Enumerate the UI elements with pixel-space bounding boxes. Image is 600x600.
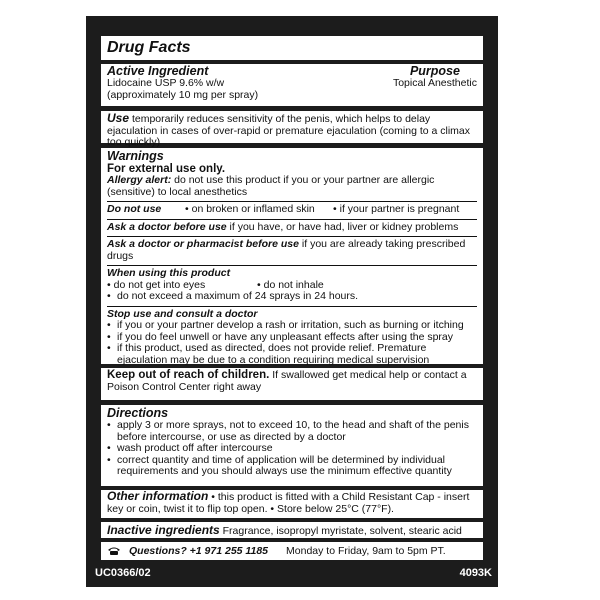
questions-label: Questions? +1 971 255 1185 <box>129 545 269 557</box>
allergy-label: Allergy alert: <box>107 174 172 186</box>
stop-label: Stop use and consult a doctor <box>107 307 258 320</box>
use-panel <box>101 111 483 148</box>
use-text: temporarily reduces sensitivity of the penis, which helps to delay ejaculation in cases of over-rapid or premature ejaculation (coming to a climax too quickly) <box>107 113 471 148</box>
children-text: If swallowed get medical help or contact a Poison Control Center right away <box>107 369 467 393</box>
active-line2: (approximately 10 mg per spray) <box>107 88 259 101</box>
other-heading: Other information <box>107 489 209 503</box>
ask-pharm-text: if you are already taking prescribed drugs <box>107 238 466 262</box>
use-heading: Use <box>107 111 130 125</box>
divider <box>107 201 477 202</box>
directions-heading: Directions <box>107 406 169 420</box>
direction-2: wash product off after intercourse <box>117 442 273 454</box>
inactive-panel <box>101 522 483 538</box>
ask-doctor-label: Ask a doctor before use <box>107 220 227 233</box>
questions-panel <box>101 542 483 560</box>
page-title: Drug Facts <box>107 39 191 56</box>
children-label: Keep out of reach of children. <box>107 369 270 381</box>
divider <box>107 306 477 307</box>
do-not-use-1: on broken or inflamed skin <box>191 203 315 215</box>
direction-3: correct quantity and time of application will be determined by individual requirements and you should always use the minimum effective quantity <box>117 453 452 477</box>
warnings-panel: Warnings For external use only. Allergy alert: do not use this product if you or your partner are allergic (sensitive) to local anesthetics Do not use • on broken or inflamed skin • if your partner is pregnant Ask a doctor before use if you have, or have had, liver or kidney problems Ask a doctor or pharmacist before use if you are already taking prescribed drugs When using this product • do not get into eyes • do not inhale • do not exceed a maximum of 24 sprays in 24 hours. Stop use and consult a doctor • if you or your partner develop a rash or irritation, such as burning or itching • if you do feel unwell or have any unpleasant effects after using the spray • if this product, used as directed, does not provide relief. Premature ejaculation may be due to a condition requiring medical supervision <box>101 148 483 364</box>
inactive-text: Fragrance, isopropyl myristate, solvent, stearic acid <box>222 525 462 537</box>
ask-pharm-label: Ask a doctor or pharmacist before use <box>107 238 299 250</box>
divider <box>107 219 477 220</box>
do-not-use-2: if your partner is pregnant <box>339 203 460 215</box>
stop-3: if this product, used as directed, does not provide relief. Premature ejaculation may be due to a condition requiring medical supervision <box>117 342 430 366</box>
when-using-label: When using this product <box>107 267 231 279</box>
other-text-1: this product is fitted with a Child Resistant Cap - insert key or coin, twist it to flip top open. <box>107 491 470 515</box>
external-use: For external use only. <box>107 163 226 175</box>
active-ingredient-panel <box>101 64 483 106</box>
allergy-text: do not use this product if you or your partner are allergic (sensitive) to local anesthetics <box>107 174 435 198</box>
children-panel <box>101 368 483 400</box>
other-info-panel: Other information • this product is fitted with a Child Resistant Cap - insert key or coin, twist it to flip top open. • Store below 25°C (77°F). <box>101 490 483 518</box>
purpose-heading: Purpose <box>409 64 460 78</box>
inactive-heading: Inactive ingredients <box>107 523 220 537</box>
footer-code-right: 4093K <box>459 567 492 579</box>
warnings-heading: Warnings <box>107 149 164 163</box>
when-using-1: do not get into eyes <box>113 278 206 291</box>
directions-panel: Directions • apply 3 or more sprays, not to exceed 10, to the head and shaft of the penis before intercourse, or use as directed by a doctor • wash product off after intercourse • correct quantity and time of application will be determined by individual requirements and you should always use the minimum effective quantity <box>101 405 483 486</box>
active-heading: Active Ingredient <box>107 64 209 78</box>
when-using-2: do not inhale <box>263 278 324 291</box>
questions-hours: Monday to Friday, 9am to 5pm PT. <box>286 545 446 557</box>
ask-doctor-text: if you have, or have had, liver or kidney problems <box>229 220 459 233</box>
direction-1: apply 3 or more sprays, not to exceed 10, to the head and shaft of the penis before intercourse, or use as directed by a doctor <box>117 419 469 443</box>
other-text-2: Store below 25°C (77°F). <box>277 502 394 515</box>
divider <box>107 236 477 237</box>
stop-1: if you or your partner develop a rash or irritation, such as burning or itching <box>117 319 464 331</box>
when-using-3: do not exceed a maximum of 24 sprays in 24 hours. <box>117 290 359 302</box>
stop-2: if you do feel unwell or have any unpleasant effects after using the spray <box>117 330 454 343</box>
active-line1: Lidocaine USP 9.6% w/w <box>107 77 225 89</box>
title-panel <box>101 36 483 60</box>
divider <box>107 265 477 266</box>
do-not-use-label: Do not use <box>107 203 162 215</box>
phone-icon <box>107 546 121 556</box>
footer-code-left: UC0366/02 <box>95 567 151 579</box>
purpose-text: Topical Anesthetic <box>392 77 477 89</box>
